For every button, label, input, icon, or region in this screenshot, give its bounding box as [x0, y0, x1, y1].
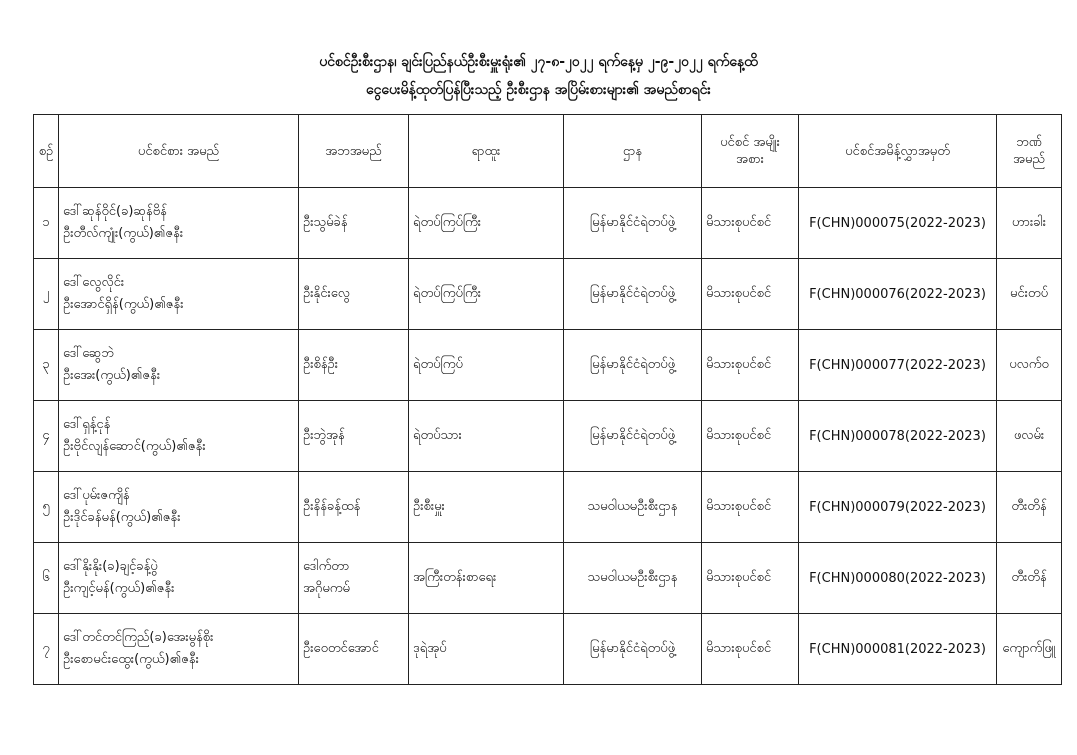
- header-no: စဉ်: [34, 115, 59, 188]
- row-department: မြန်မာနိုင်ငံရဲတပ်ဖွဲ့: [564, 259, 702, 330]
- row-no: ၂: [34, 259, 59, 330]
- pensioner-name: ဒေါ်ရှန့်ငုန်: [63, 417, 111, 432]
- row-pension-type: မိသားစုပင်စင်: [702, 543, 799, 614]
- row-treasury: ဖလမ်း: [997, 401, 1062, 472]
- row-department: မြန်မာနိုင်ငံရဲတပ်ဖွဲ့: [564, 401, 702, 472]
- row-permit-no: F(CHN)000081(2022-2023): [799, 614, 997, 685]
- table-header-row: [34, 115, 1062, 188]
- row-father-name: ဦးသွမ်ခဲန်: [299, 188, 409, 259]
- father-title: ဒေါက်တာ: [303, 559, 350, 574]
- row-pensioner-name: [59, 614, 299, 685]
- spouse-name: ဦးဗိုင်လျန်ဆောင်(ကွယ်)၏ဇနီး: [63, 439, 206, 454]
- table-row: [34, 543, 1062, 614]
- table-row: [34, 401, 1062, 472]
- pension-table: [33, 114, 1062, 685]
- table-row: [34, 472, 1062, 543]
- header-rank: ရာထူး: [409, 115, 564, 188]
- row-rank: ရဲတပ်သား: [409, 401, 564, 472]
- table-row: [34, 330, 1062, 401]
- header-permit-no: ပင်စင်အမိန့်လွှာအမှတ်: [799, 115, 997, 188]
- spouse-name: ဦးအောင်ရှိန်(ကွယ်)၏ဇနီး: [63, 297, 184, 312]
- table-row: [34, 188, 1062, 259]
- table-row: [34, 259, 1062, 330]
- row-rank: ဦးစီးမှူး: [409, 472, 564, 543]
- row-treasury: ကျောက်ဖြူ: [997, 614, 1062, 685]
- row-no: ၆: [34, 543, 59, 614]
- pensioner-name: ဒေါ်ဆွေဘဲ: [63, 346, 114, 361]
- row-rank: ရဲတပ်ကြပ်ကြီး: [409, 259, 564, 330]
- pensioner-name: ဒေါ်နိုးနိုး(ခ)ချင့်ခန့်ပွဲ: [63, 559, 158, 574]
- page-subtitle: ငွေပေးမိန့်ထုတ်ပြန်ပြီးသည့် ဦးစီးဌာန အပြိမ်းစားများ၏ အမည်စာရင်း: [366, 82, 711, 98]
- row-father-name: ဦးဝေတင်အောင်: [299, 614, 409, 685]
- row-treasury: မင်းတပ်: [997, 259, 1062, 330]
- row-permit-no: F(CHN)000076(2022-2023): [799, 259, 997, 330]
- row-no: ၃: [34, 330, 59, 401]
- row-father-name: ဦးနိန်ခန့်ထန်: [299, 472, 409, 543]
- spouse-name: ဦးအေး(ကွယ်)၏ဇနီး: [63, 368, 161, 383]
- row-pensioner-name: [59, 472, 299, 543]
- row-pension-type: မိသားစုပင်စင်: [702, 330, 799, 401]
- row-department: သမဝါယမဦးစီးဌာန: [564, 472, 702, 543]
- row-pension-type: မိသားစုပင်စင်: [702, 472, 799, 543]
- row-father-name: ဦးစိန်ဦး: [299, 330, 409, 401]
- page-title: ပင်စင်ဦးစီးဌာန၊ ချင်းပြည်နယ်ဦးစီးမှူးရုံး၏ ၂၇-၈-၂၀၂၂ ရက်နေ့မှ ၂-၉-၂၀၂၂ ရက်နေ့ထိ: [319, 54, 758, 70]
- header-department: ဌာန: [564, 115, 702, 188]
- row-pensioner-name: [59, 188, 299, 259]
- row-rank: ရဲတပ်ကြပ်ကြီး: [409, 188, 564, 259]
- row-no: ၄: [34, 401, 59, 472]
- row-treasury: ဟားခါး: [997, 188, 1062, 259]
- row-permit-no: F(CHN)000080(2022-2023): [799, 543, 997, 614]
- spouse-name: ဦးဒိုင်ခန်မန်(ကွယ်)၏ဇနီး: [63, 510, 181, 525]
- header-pension-type: ပင်စင် အမျိုး အစား: [702, 115, 799, 188]
- row-treasury: တီးတိန်: [997, 543, 1062, 614]
- father-name: အဂိုမကမ်: [303, 581, 350, 596]
- row-rank: အကြီးတန်းစာရေး: [409, 543, 564, 614]
- spouse-name: ဦးကျင့်မန်(ကွယ်)၏ဇနီး: [63, 581, 175, 596]
- row-no: ၇: [34, 614, 59, 685]
- row-pension-type: မိသားစုပင်စင်: [702, 401, 799, 472]
- row-permit-no: F(CHN)000079(2022-2023): [799, 472, 997, 543]
- row-pension-type: မိသားစုပင်စင်: [702, 259, 799, 330]
- row-department: မြန်မာနိုင်ငံရဲတပ်ဖွဲ့: [564, 330, 702, 401]
- row-department: သမဝါယမဦးစီးဌာန: [564, 543, 702, 614]
- header-pensioner-name: ပင်စင်စား အမည်: [59, 115, 299, 188]
- row-no: ၁: [34, 188, 59, 259]
- row-no: ၅: [34, 472, 59, 543]
- row-pensioner-name: [59, 259, 299, 330]
- row-pensioner-name: [59, 543, 299, 614]
- row-permit-no: F(CHN)000077(2022-2023): [799, 330, 997, 401]
- row-pension-type: မိသားစုပင်စင်: [702, 188, 799, 259]
- pensioner-name: ဒေါ်ပုမ်းဇကျိန်: [63, 488, 130, 503]
- row-department: မြန်မာနိုင်ငံရဲတပ်ဖွဲ့: [564, 188, 702, 259]
- row-treasury: တီးတိန်: [997, 472, 1062, 543]
- row-treasury: ပလက်ဝ: [997, 330, 1062, 401]
- row-permit-no: F(CHN)000078(2022-2023): [799, 401, 997, 472]
- row-pensioner-name: [59, 330, 299, 401]
- spouse-name: ဦးစောမင်းထွေး(ကွယ်)၏ဇနီး: [63, 652, 199, 667]
- row-pensioner-name: [59, 401, 299, 472]
- row-permit-no: F(CHN)000075(2022-2023): [799, 188, 997, 259]
- row-father-name: ဦးနိုင်းလွေ: [299, 259, 409, 330]
- spouse-name: ဦးတီလ်ကျုံး(ကွယ်)၏ဇနီး: [63, 226, 184, 241]
- row-father-name: ဦးဘွဲအုန်: [299, 401, 409, 472]
- header-treasury: ဘဏ် အမည်: [997, 115, 1062, 188]
- pensioner-name: ဒေါ်ဆုန်ဝိုင်(ခ)ဆုန်ဗိန်: [63, 204, 167, 219]
- row-rank: ရဲတပ်ကြပ်: [409, 330, 564, 401]
- row-rank: ဒုရဲအုပ်: [409, 614, 564, 685]
- pensioner-name: ဒေါ်လွေလိုင်း: [63, 275, 125, 290]
- header-father-name: အဘအမည်: [299, 115, 409, 188]
- row-department: မြန်မာနိုင်ငံရဲတပ်ဖွဲ့: [564, 614, 702, 685]
- pensioner-name: ဒေါ်တင်တင်ကြည်(ခ)အေးမွန်စိုး: [63, 630, 214, 645]
- row-pension-type: မိသားစုပင်စင်: [702, 614, 799, 685]
- table-row: [34, 614, 1062, 685]
- row-father-name: [299, 543, 409, 614]
